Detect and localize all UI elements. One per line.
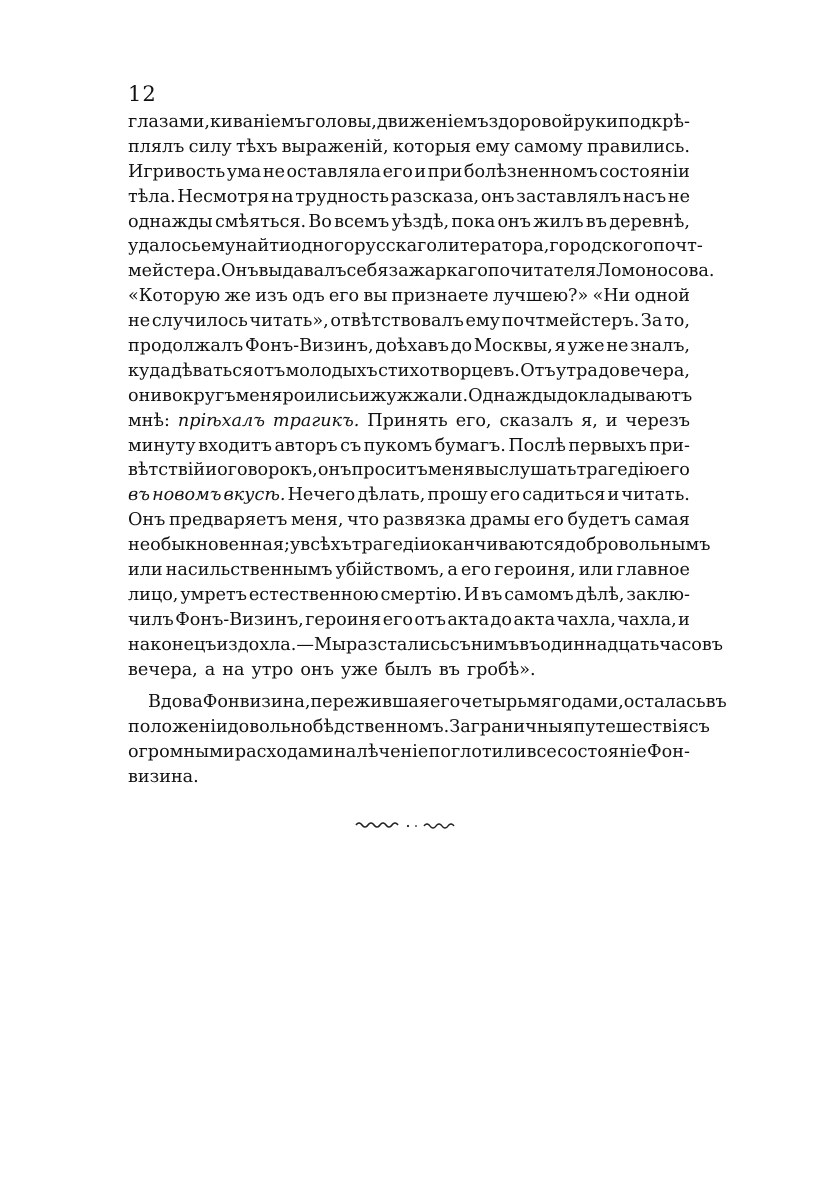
text-line: Онъ предваряетъ меня, что развязка драмы его будетъ самая xyxy=(128,510,690,531)
text-line: вечера, а на утро онъ уже былъ въ гробѣ». xyxy=(128,659,536,680)
body-text xyxy=(128,110,727,790)
text-line: вѣтствiй и оговорокъ, онъ проситъ меня выслушать трагедiю его xyxy=(128,460,690,481)
text-line: или насильственнымъ убiйствомъ, а его героиня, или главное xyxy=(128,560,690,581)
text-line: плялъ силу тѣхъ выраженiй, которыя ему самому правились. xyxy=(128,136,690,157)
text-line: въ новомъ вкусѣ. Нечего дѣлать, прошу его садиться и читать. xyxy=(128,485,690,506)
text-line: они вокругъ меня роились и жужжали. Однажды докладываютъ xyxy=(128,385,693,406)
text-line: глазами, киванiемъ головы, движенiемъ здоровой руки подкрѣ- xyxy=(128,112,690,132)
text-line: Вдова Фонвизина, пережившая его четырьмя годами, осталась въ xyxy=(148,692,727,713)
text-line: положенiи довольно бѣдственномъ. Заграничныя путешествiя съ xyxy=(128,717,710,738)
text-line: чилъ Фонъ-Визинъ, героиня его отъ акта до акта чахла, чахла, и xyxy=(128,609,690,630)
text-line: мнѣ: прiѣхалъ трагикъ. Принять его, сказалъ я, и черезъ xyxy=(128,410,690,431)
text-line: лицо, умретъ естественною смертiю. И въ самомъ дѣлѣ, заклю- xyxy=(128,584,690,605)
text-line: тѣла. Несмотря на трудность разсказа, онъ заставлялъ насъ не xyxy=(128,186,690,207)
text-line: необыкновенная; у всѣхъ трагедiи оканчиваются добровольнымъ xyxy=(128,535,711,556)
text-line: удалось ему найти одного русскаго литератора, городского почт- xyxy=(128,236,703,257)
text-line: однажды смѣяться. Во всемъ уѣздѣ, пока онъ жилъ въ деревнѣ, xyxy=(128,211,690,232)
text-line: мейстера. Онъ выдавалъ себя за жаркаго почитателя Ломоносова. xyxy=(128,261,715,282)
text-line: куда дѣваться отъ молодыхъ стихотворцевъ. Отъ утра до вечера, xyxy=(128,360,690,381)
text-line: минуту входитъ авторъ съ пукомъ бумагъ. Послѣ первыхъ при- xyxy=(128,435,690,456)
text-line: огромными расходами на лѣченiе поглотили все состоянiе Фон- xyxy=(128,742,690,763)
text-line: визина. xyxy=(128,767,199,788)
text-line: не случилось читать», отвѣтствовалъ ему почтмейстеръ. За то, xyxy=(128,311,690,332)
text-line: Игривость ума не оставляла его и при болѣзненномъ состоянiи xyxy=(128,161,690,182)
page-number: 12 xyxy=(128,82,157,106)
wavy-rule-ornament-icon xyxy=(354,818,464,832)
text-line: продолжалъ Фонъ-Визинъ, доѣхавъ до Москвы, я уже не зналъ, xyxy=(128,336,690,357)
text-line: наконецъ издохла.—Мы разстались съ нимъ въ одиннадцать часовъ xyxy=(128,634,723,655)
text-line: «Которую же изъ одъ его вы признаете лучшею?» «Ни одной xyxy=(128,286,690,307)
